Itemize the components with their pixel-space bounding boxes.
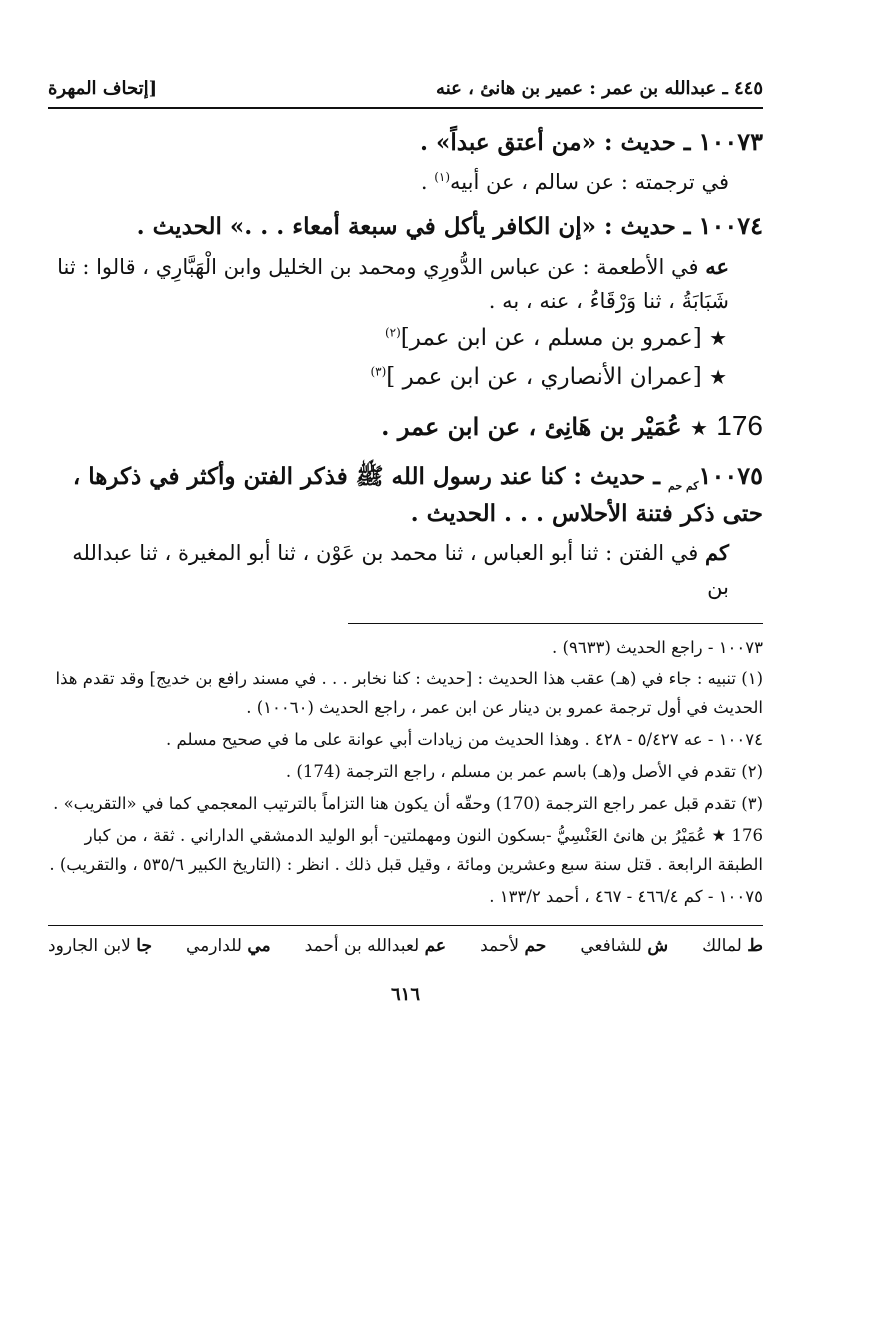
main-text: [48, 123, 763, 605]
source-text: في ترجمته : عن سالم ، عن أبيه: [450, 169, 729, 194]
page: [48, 78, 763, 1005]
hadith-number: ١٠٠٧٤: [698, 211, 763, 241]
star-entry-text: [عمران الأنصاري ، عن ابن عمر ]: [386, 364, 702, 391]
footnote-ref: (٢): [384, 325, 401, 340]
siglum-item: عم لعبدالله بن أحمد: [304, 936, 447, 957]
page-number: ٦١٦: [390, 984, 420, 1006]
hadith-sigla: كم حم: [668, 479, 699, 493]
star-icon: ★: [709, 326, 727, 351]
biography-name: عُمَيْر بن هَانِئ ، عن ابن عمر .: [381, 411, 682, 441]
footnote: (٢) تقدم في الأصل و(هـ) باسم عمر بن مسلم ، راجع الترجمة (174) .: [285, 762, 763, 782]
hadith-entry: [48, 123, 763, 162]
hadith-text: ـ حديث : «إن الكافر يأكل في سبعة أمعاء . . .» الحديث .: [136, 213, 699, 241]
footnote: ١٠٠٧٣ - راجع الحديث (٩٦٣٣) .: [552, 637, 763, 657]
star-icon: ★: [709, 365, 727, 390]
star-entry: [48, 320, 763, 357]
source-text: في الأطعمة : عن عباس الدُّورِي ومحمد بن الخليل وابن الْهَبَّارِي ، قالوا : ثنا شَبَابَةُ ، ثنا وَرْقَاءُ ، عنه ، به .: [57, 255, 729, 313]
siglum-item: مي للدارمي: [186, 936, 271, 957]
hadith-entry: [48, 207, 763, 246]
footnotes: [48, 634, 763, 912]
source-siglum: عه: [705, 254, 729, 280]
star-entry-text: [عمرو بن مسلم ، عن ابن عمر]: [400, 325, 702, 352]
hadith-source: في ترجمته : عن سالم ، عن أبيه$^{(١)}$ .: [420, 169, 729, 194]
biography-number: 176: [716, 409, 763, 441]
hadith-text: ـ حديث : «من أعتق عبداً» .: [420, 129, 699, 156]
star-entry: [48, 359, 763, 396]
hadith-number: ١٠٠٧٥: [698, 460, 763, 490]
footnote-separator: [348, 623, 763, 624]
footnote: (١) تنبيه : جاء في (هـ) عقب هذا الحديث : [حديث : كنا نخابر . . . في مسند رافع بن خديج] وقد تقدم هذا الحديث في أول ترجمة عمرو بن دينار عن ابن عمر ، راجع الحديث (١٠٠٦٠) .: [55, 669, 763, 718]
siglum-item: ش للشافعي: [580, 936, 669, 957]
hadith-source: [48, 536, 763, 604]
hadith-text: ـ حديث : كنا عند رسول الله ﷺ فذكر الفتن وأكثر في ذكرها ، حتى ذكر فتنة الأحلاس . . . الحديث .: [72, 462, 763, 527]
footnote: (٣) تقدم قبل عمر راجع الترجمة (170) وحقّه أن يكون هنا التزاماً بالترتيب المعجمي كما في «التقريب» .: [53, 793, 763, 813]
footnote: 176 ★ عُمَيْرُ بن هانئ العَنْسِيُّ -بسكون النون ومهملتين- أبو الوليد الدمشقي الداراني . ثقة ، من كبار الطبقة الرابعة . قتل سنة سبع وعشرين ومائة ، وقيل قبل ذلك . انظر : (التاريخ الكبير ٥٣٥/٦ ، والتقريب) .: [49, 825, 763, 874]
header-book: [إتحاف المهرة: [48, 78, 158, 99]
siglum-item: حم لأحمد: [480, 936, 547, 957]
sigla-legend: [48, 925, 763, 956]
header-title: ٤٤٥ ـ عبدالله بن عمر : عمير بن هانئ ، عنه: [436, 78, 763, 99]
star-icon: ★: [689, 415, 708, 440]
source-text: في الفتن : ثنا أبو العباس ، ثنا محمد بن عَوْن ، ثنا أبو المغيرة ، ثنا عبدالله بن: [72, 541, 729, 599]
hadith-entry: [48, 457, 763, 533]
siglum-item: جا لابن الجارود: [48, 936, 152, 957]
siglum-item: ط لمالك: [702, 936, 763, 957]
footnote: ١٠٠٧٤ - عه ٥/٤٢٧ - ٤٢٨ . وهذا الحديث من زيادات أبي عوانة على ما في صحيح مسلم .: [166, 730, 763, 750]
biography-entry: [48, 404, 763, 449]
running-header: [48, 78, 763, 109]
footnote: ١٠٠٧٥ - كم ٤٦٦/٤ - ٤٦٧ ، أحمد ١٣٣/٢ .: [489, 886, 763, 906]
footnote-ref: (٣): [370, 364, 387, 379]
hadith-number: ١٠٠٧٣: [698, 127, 763, 156]
hadith-source: [48, 250, 763, 318]
footnote-ref: (١): [434, 169, 451, 184]
source-siglum: كم: [705, 540, 729, 566]
